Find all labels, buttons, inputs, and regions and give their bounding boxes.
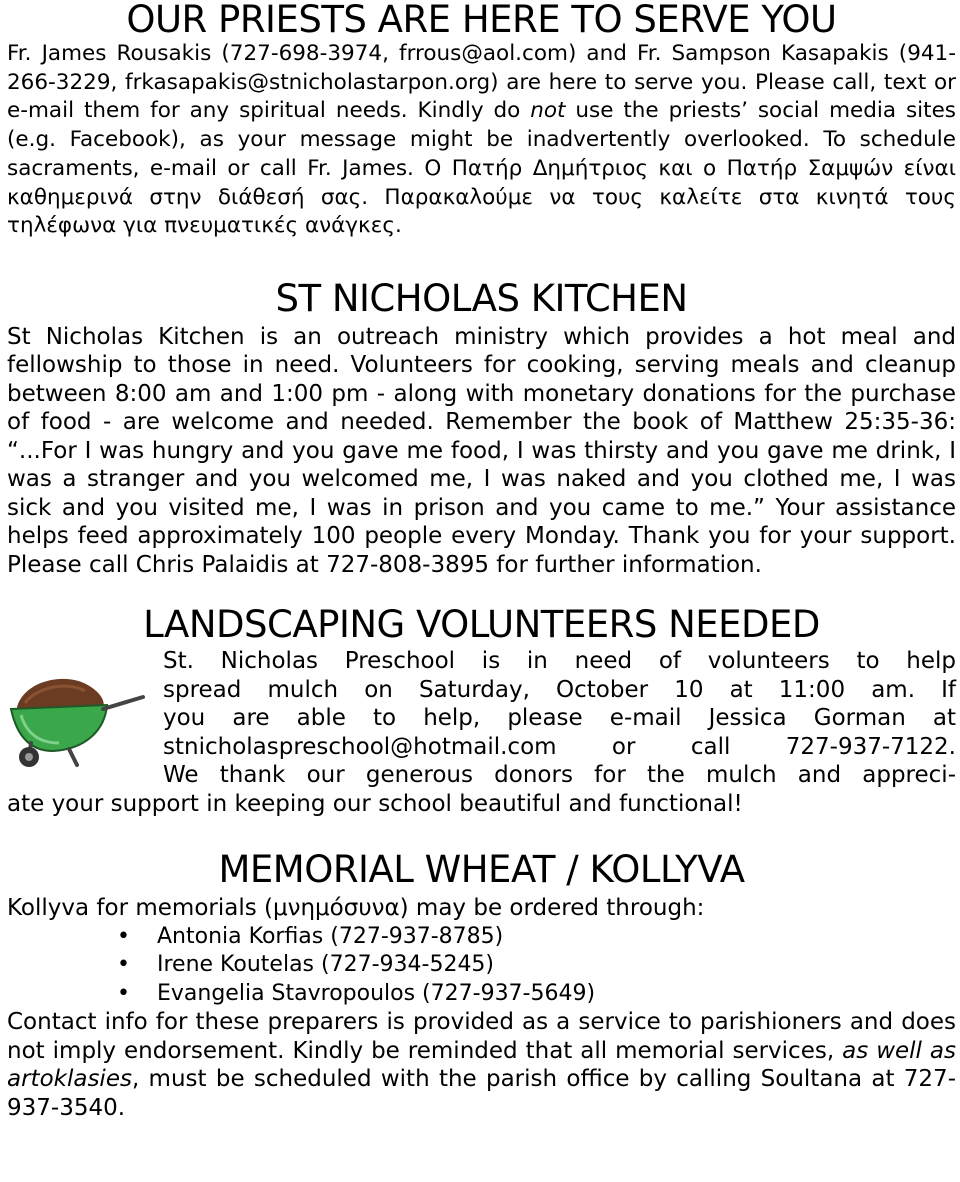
kollyva-intro: Kollyva for memorials (μνημόσυνα) may be ordered through: xyxy=(7,895,705,922)
landscaping-line: St. Nicholas Preschool is in need of volunteers to help xyxy=(163,648,956,675)
wheelbarrow-icon xyxy=(7,657,147,769)
landscaping-last-line: ate your support in keeping our school beautiful and functional! xyxy=(7,790,743,817)
kollyva-text-italic: as well as artoklasies xyxy=(7,1037,956,1093)
kollyva-paragraph xyxy=(7,1008,956,1122)
priests-heading: OUR PRIESTS ARE HERE TO SERVE YOU xyxy=(126,0,837,41)
kitchen-paragraph: St Nicholas Kitchen is an outreach ministry which provides a hot meal and fellowship to those in need. Volunteers for cooking, serving meals and cleanup between 8:00 am and 1:00 pm - along with monetary donations for the purchase of food - are welcome and needed. Remember the book of Matthew 25:35-36: “...For I was hungry and you gave me food, I was thirsty and you gave me drink, I was a stranger and you welcomed me, I was naked and you clothed me, I was sick and you visited me, I was in prison and you came to me.” Your assistance helps feed approximately 100 people every Monday. Thank you for your support. Please call Chris Palaidis at 727-808-3895 for further information. xyxy=(7,323,956,578)
landscaping-heading: LANDSCAPING VOLUNTEERS NEEDED xyxy=(143,603,820,647)
priests-text-a: Fr. James Rousakis (727-698-3974, frrous@aol.com) and Fr. Sampson Kasapakis (941-266-3229, frkasapakis@stnicholastarpon.org) are here to serve you. Please call, text or e-mail them for any spiritual needs. Kindly do xyxy=(7,41,956,124)
landscaping-lines xyxy=(163,647,956,790)
bullet-icon: • xyxy=(117,980,130,1006)
list-item xyxy=(117,951,956,980)
list-item xyxy=(117,980,956,1009)
landscaping-line: you are able to help, please e-mail Jessica Gorman at xyxy=(163,705,956,732)
preparer-name: Antonia Korfias (727-937-8785) xyxy=(157,923,504,949)
kollyva-section xyxy=(7,850,956,1122)
kitchen-section xyxy=(7,276,956,580)
priests-section xyxy=(7,0,956,241)
bullet-icon: • xyxy=(117,923,130,949)
preparer-name: Irene Koutelas (727-934-5245) xyxy=(157,952,495,978)
kollyva-text-b: , must be scheduled with the parish office by calling Soultana at 727-937-3540. xyxy=(7,1066,956,1121)
priests-text-italic: not xyxy=(530,98,566,124)
landscaping-line: We thank our generous donors for the mulch and appreci- xyxy=(163,762,956,789)
landscaping-line: stnicholaspreschool@hotmail.com or call 727-937-7122. xyxy=(163,733,956,760)
kollyva-text-a: Contact info for these preparers is provided as a service to parishioners and does not imply endorsement. Kindly be reminded that all memorial services, xyxy=(7,1009,956,1064)
priests-paragraph xyxy=(7,40,956,241)
preparer-name: Evangelia Stavropoulos (727-937-5649) xyxy=(157,980,596,1006)
bullet-icon: • xyxy=(117,952,130,978)
list-item xyxy=(117,923,956,952)
kollyva-heading: MEMORIAL WHEAT / KOLLYVA xyxy=(218,848,745,892)
priests-text-b: use the priests’ social media sites (e.g. Facebook), as your message might be inadvertently overlooked. To schedule sacraments, e-mail or call Fr. James. Ο Πατήρ Δημήτριος και ο Πατήρ Σαμψών είναι καθημερινά στην διάθεσή σας. Παρακαλούμε να τους καλείτε στα κινητά τους τηλέφωνα για πνευματικές ανάγκες. xyxy=(7,98,957,239)
preparers-list xyxy=(7,923,956,1009)
kitchen-heading: ST NICHOLAS KITCHEN xyxy=(275,276,688,320)
landscaping-line: spread mulch on Saturday, October 10 at 11:00 am. If xyxy=(163,676,956,703)
landscaping-section xyxy=(7,605,956,818)
landscaping-body xyxy=(7,647,956,818)
